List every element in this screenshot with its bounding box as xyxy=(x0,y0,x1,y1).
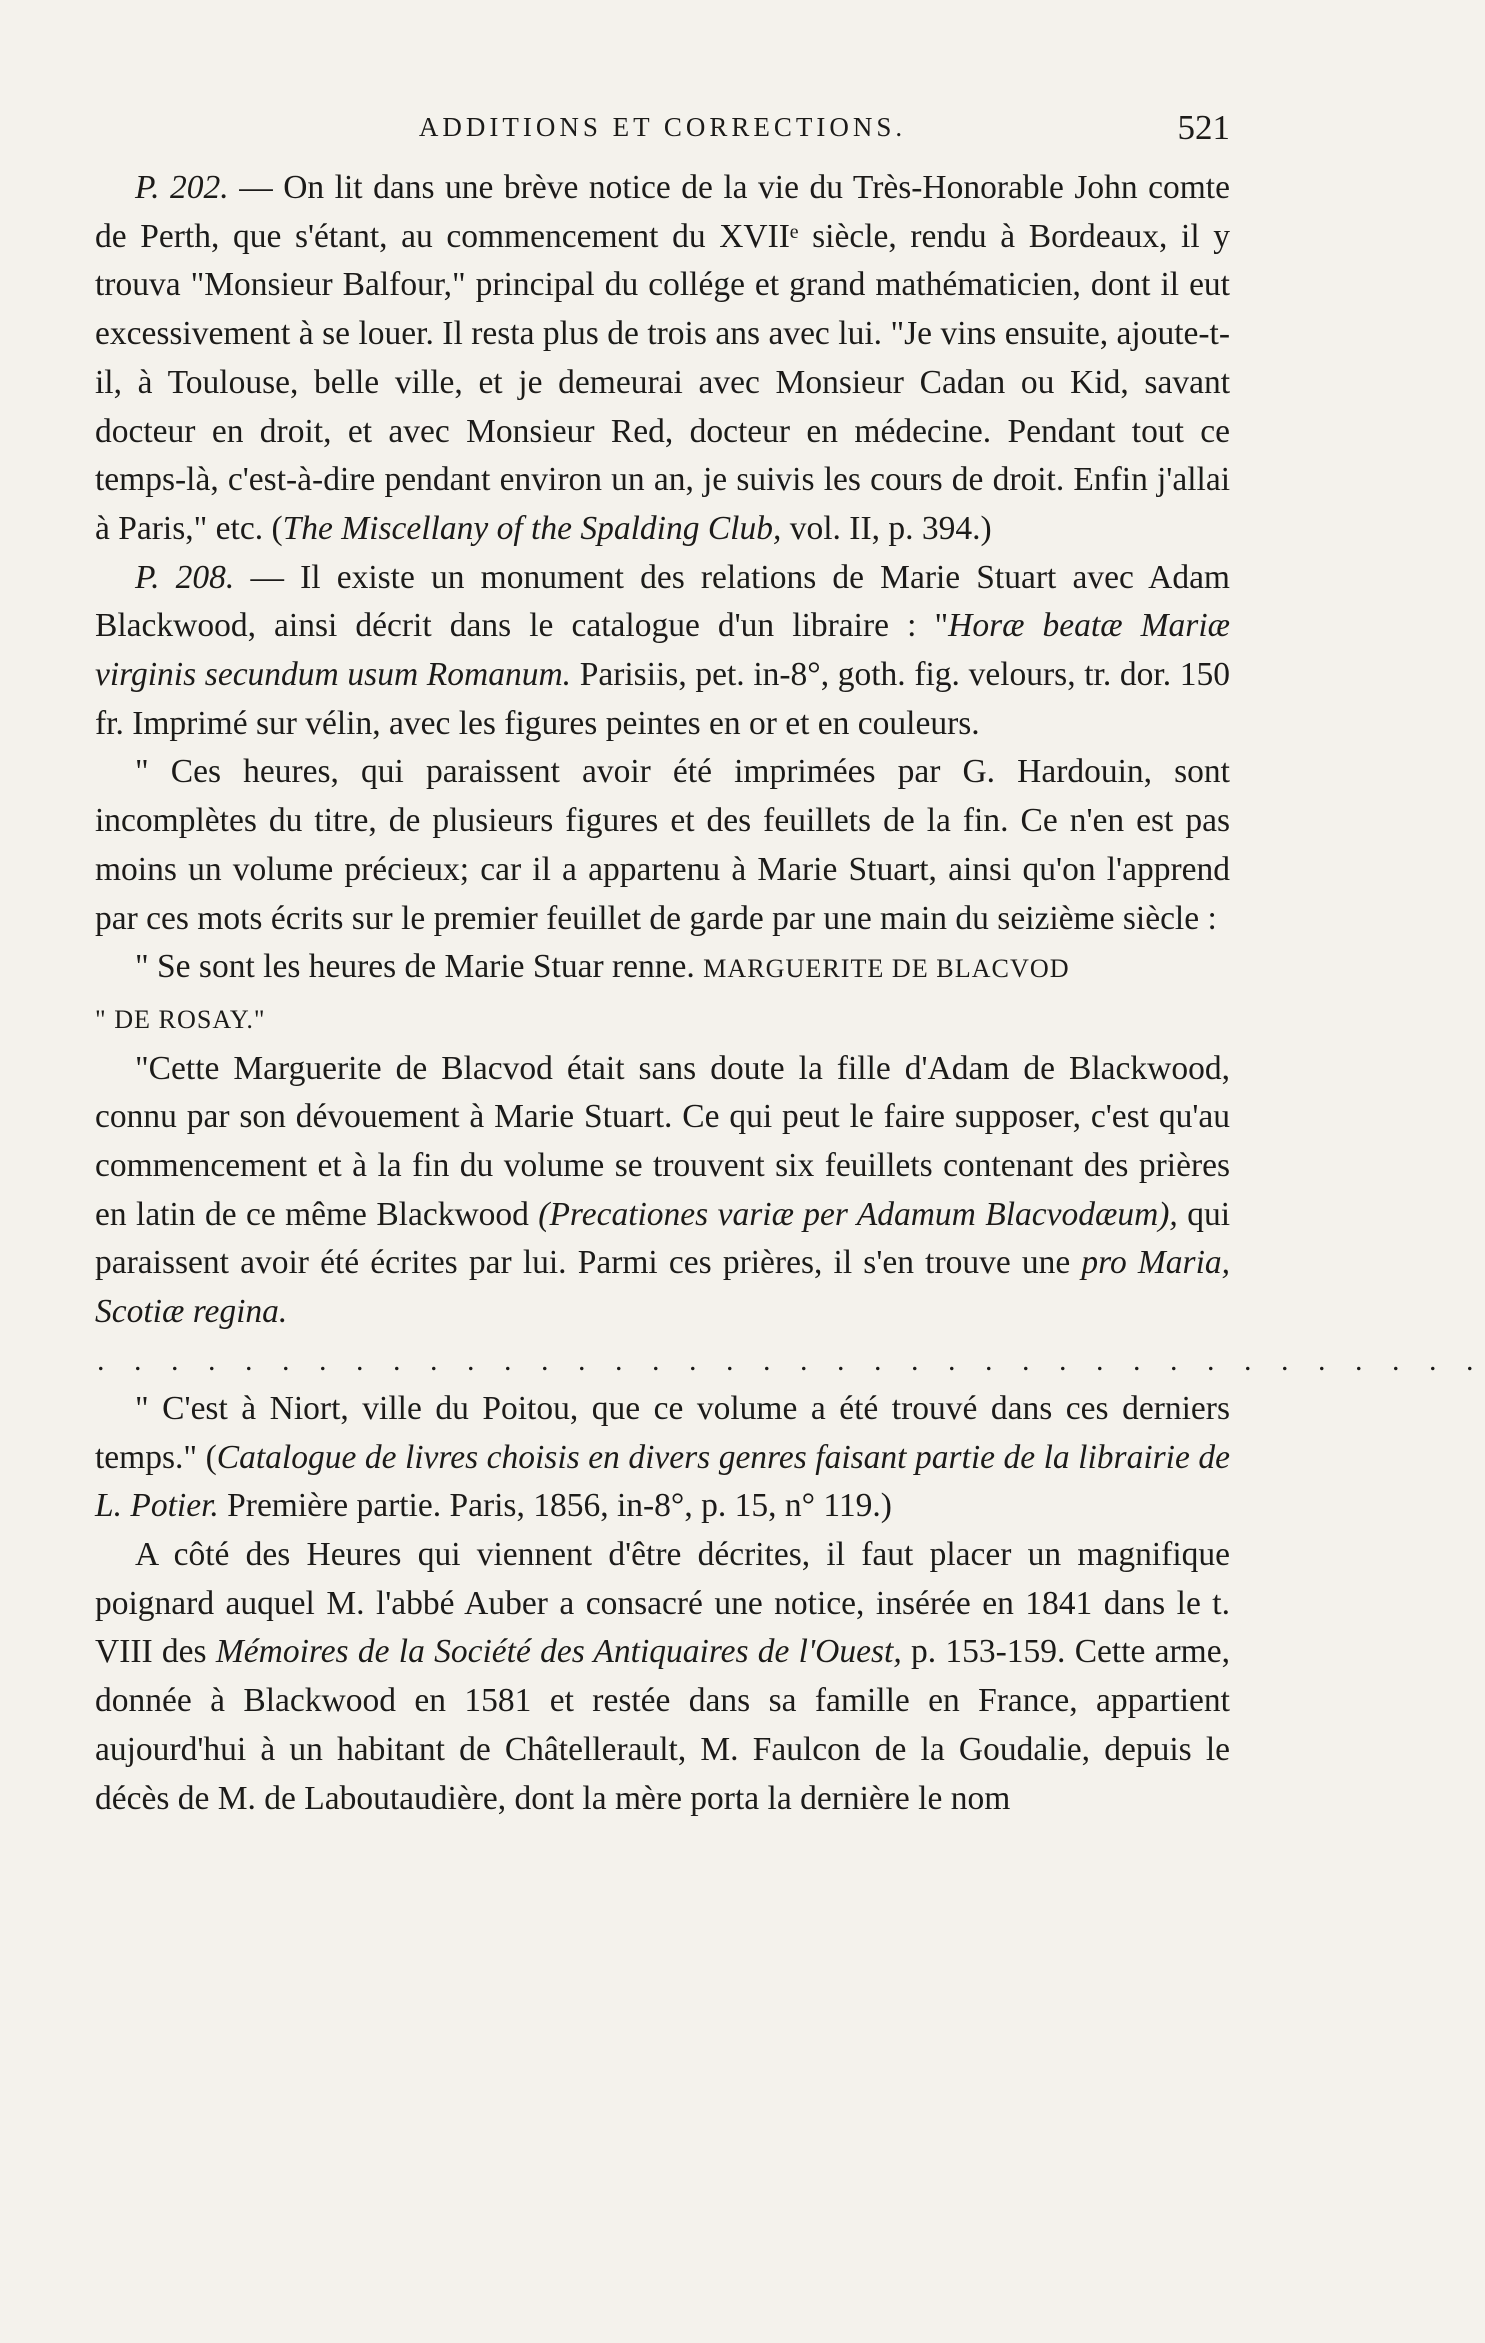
quote-2-signature-tail: " DE ROSAY." xyxy=(95,1004,266,1034)
quote-2-signature: MARGUERITE DE BLACVOD xyxy=(703,954,1070,984)
quote-3-middle: qui paraissent avoir été écrites par lui. Parmi ces prières, il s'en trouve une xyxy=(95,1195,1231,1282)
quote-4-catalogue: Catalogue de livres choisis en divers genres faisant partie de la librairie de L. Potier. xyxy=(95,1438,1230,1525)
p208-book-title: Horæ beatæ Mariæ virginis secundum usum Romanum. xyxy=(95,607,1230,694)
p208-details: Parisiis, pet. in-8°, goth. fig. velours, tr. dor. 150 fr. Imprimé sur vélin, avec les figures peintes en or et en couleurs. xyxy=(95,656,1230,742)
quote-4-tail: Première partie. Paris, 1856, in-8°, p. 15, n° 119.) xyxy=(218,1487,892,1525)
closing-memoires: Mémoires de la Société des Antiquaires de l'Ouest, xyxy=(215,1633,902,1671)
book-page xyxy=(95,108,1485,1823)
paragraph-closing xyxy=(95,1531,1230,1823)
quote-3-prayer: pro Maria, Scotiæ regina. xyxy=(95,1244,1231,1331)
p202-source-tail: vol. II, p. 394.) xyxy=(781,509,992,547)
ellipsis-text: . . . . . . . . . . . . . . . . . . . . . . . . . . . . . . . . . . . . . . xyxy=(97,1343,1485,1377)
p202-source-title: The Miscellany of the Spalding Club, xyxy=(282,509,782,547)
quote-3-latin: (Precationes variæ per Adamum Blacvodæum), xyxy=(538,1195,1178,1233)
quote-2-text: " Se sont les heures de Marie Stuar renne. xyxy=(135,948,704,986)
running-header xyxy=(95,108,1230,164)
paragraph-quote-4 xyxy=(95,1385,1230,1531)
p202-body: — On lit dans une brève notice de la vie du Très-Honorable John comte de Perth, que s'étant, au commencement du XVIIᵉ siècle, rendu à Bordeaux, il y trouva "Monsieur Balfour," principal du collége et grand mathématicien, dont il eut excessivement à se louer. Il resta plus de trois ans avec lui. "Je vins ensuite, ajoute-t-il, à Toulouse, belle ville, et je demeurai avec Monsieur Cadan ou Kid, savant docteur en droit, et avec Monsieur Red, docteur en médecine. Pendant tout ce temps-là, c'est-à-dire pendant environ un an, je suivis les cours de droit. Enfin j'allai à Paris," etc. ( xyxy=(95,169,1230,547)
closing-tail: p. 153-159. Cette arme, donnée à Blackwood en 1581 et restée dans sa famille en France, appartient aujourd'hui à un habitant de Châtellerault, M. Faulcon de la Goudalie, depuis le décès de M. de Laboutaudière, dont la mère porta la dernière le nom xyxy=(95,1633,1230,1817)
page-number: 521 xyxy=(1177,108,1230,147)
ellipsis-row xyxy=(95,1337,1485,1385)
paragraph-quote-2 xyxy=(95,943,1230,1044)
page-ref-208: P. 208. xyxy=(135,558,235,596)
page-ref-202: P. 202. xyxy=(135,169,229,206)
running-title: ADDITIONS ET CORRECTIONS. xyxy=(418,112,907,142)
paragraph-quote-3 xyxy=(95,1045,1230,1337)
quote-3-text: "Cette Marguerite de Blacvod était sans doute la fille d'Adam de Blackwood, connu par son dévouement à Marie Stuart. Ce qui peut le faire supposer, c'est qu'au commencement et à la fin du volume se trouvent six feuillets contenant des prières en latin de ce même Blackwood xyxy=(95,1049,1230,1233)
paragraph-p202 xyxy=(95,164,1230,554)
closing-text: A côté des Heures qui viennent d'être décrites, il faut placer un magnifique poignard auquel M. l'abbé Auber a consacré une notice, insérée en 1841 dans le t. VIII des xyxy=(95,1535,1230,1671)
body-text xyxy=(95,164,1485,1823)
p208-intro: — Il existe un monument des relations de Marie Stuart avec Adam Blackwood, ainsi décrit dans le catalogue d'un libraire : " xyxy=(95,558,1230,645)
paragraph-p208 xyxy=(95,554,1230,749)
quote-4-text: " C'est à Niort, ville du Poitou, que ce volume a été trouvé dans ces derniers temps." ( xyxy=(95,1389,1230,1476)
paragraph-quote-1: " Ces heures, qui paraissent avoir été imprimées par G. Hardouin, sont incomplètes du titre, de plusieurs figures et des feuillets de la fin. Ce n'en est pas moins un volume précieux; car il a appartenu à Marie Stuart, ainsi qu'on l'apprend par ces mots écrits sur le premier feuillet de garde par une main du seizième siècle : xyxy=(95,753,1230,937)
